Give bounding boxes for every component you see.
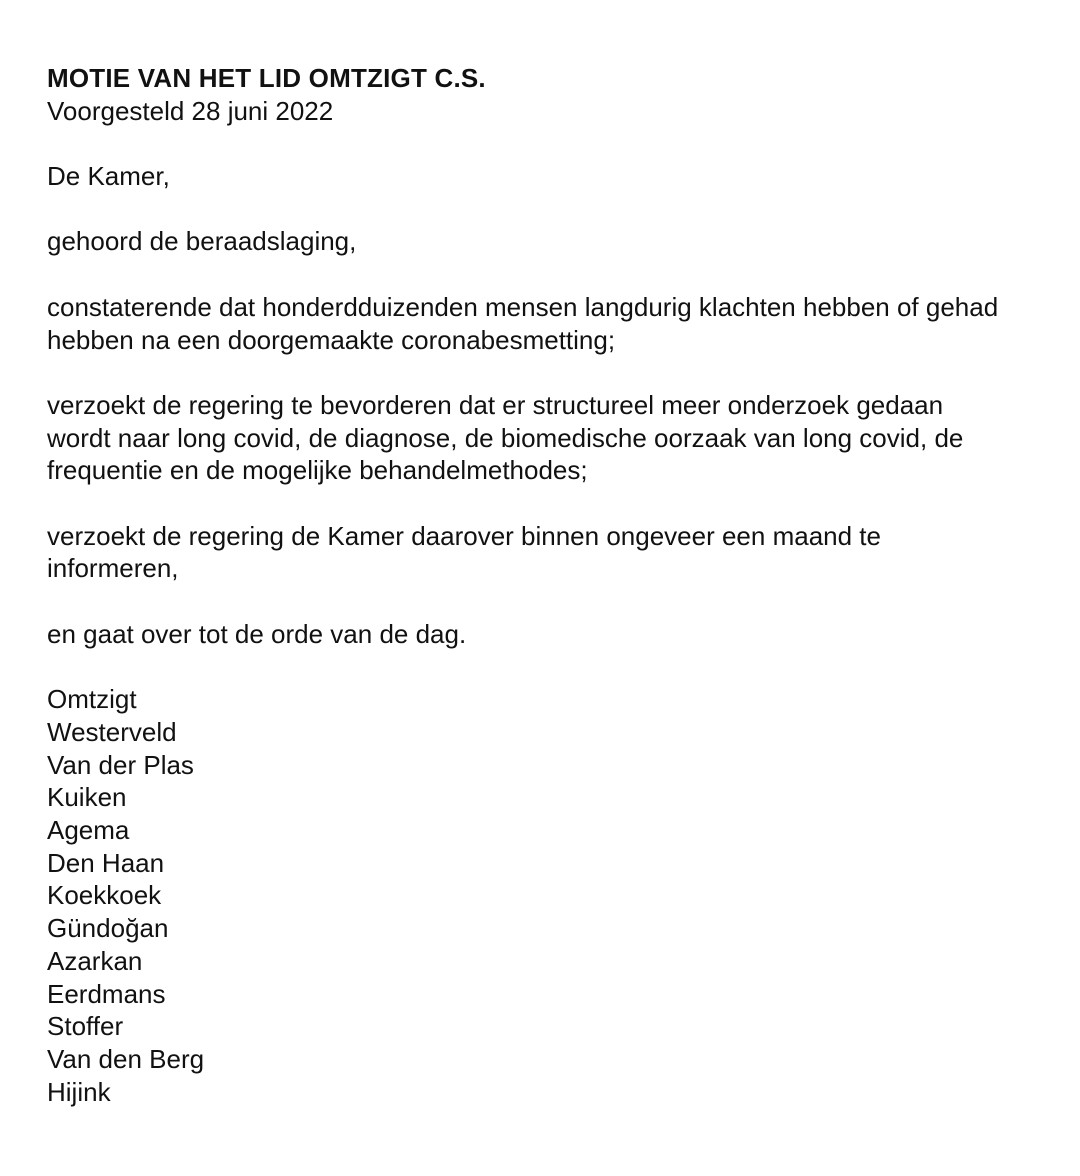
- signatory: Van der Plas: [47, 749, 194, 780]
- closing-clause: en gaat over tot de orde van de dag.: [47, 618, 467, 649]
- signatory: Den Haan: [47, 847, 165, 878]
- signatory: Kuiken: [47, 782, 127, 813]
- signatory-list: [47, 683, 1047, 1108]
- signatory: Azarkan: [47, 945, 143, 976]
- signatory: Westerveld: [47, 716, 177, 747]
- salutation: De Kamer,: [47, 161, 170, 192]
- signatory: Van den Berg: [47, 1043, 205, 1074]
- signatory: Omtzigt: [47, 684, 137, 715]
- motion-date: Voorgesteld 28 juni 2022: [47, 95, 334, 126]
- motion-document: [47, 62, 1047, 1108]
- signatory: Stoffer: [47, 1011, 124, 1042]
- signatory: Hijink: [47, 1076, 111, 1107]
- motion-title: MOTIE VAN HET LID OMTZIGT C.S.: [47, 63, 486, 93]
- inform-request-clause: verzoekt de regering de Kamer daarover binnen ongeveer een maand te informeren,: [47, 520, 881, 584]
- signatory: Koekkoek: [47, 880, 162, 911]
- considering-clause: constaterende dat honderdduizenden mensen langdurig klachten hebben of gehad hebben na een doorgemaakte coronabesmetting;: [47, 291, 999, 355]
- signatory: Gündoğan: [47, 913, 169, 944]
- research-request-clause: verzoekt de regering te bevorderen dat er structureel meer onderzoek gedaan wordt naar long covid, de diagnose, de biomedische oorzaak van long covid, de frequentie en de mogelijke behandelmethodes;: [47, 389, 964, 486]
- signatory: Agema: [47, 815, 130, 846]
- heard-clause: gehoord de beraadslaging,: [47, 226, 357, 257]
- signatory: Eerdmans: [47, 978, 166, 1009]
